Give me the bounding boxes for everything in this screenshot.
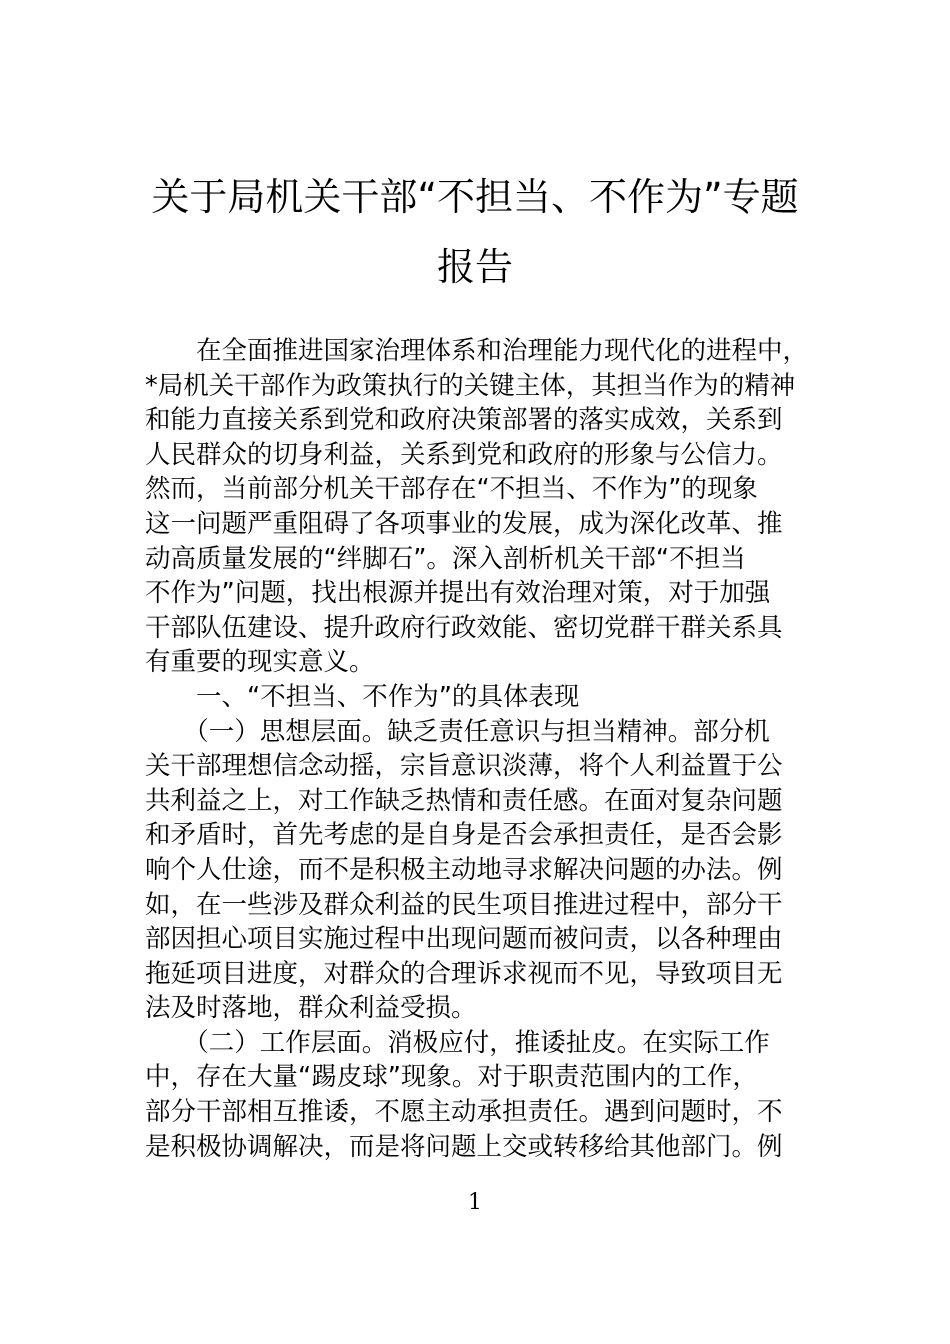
body-line: 响个人仕途，而不是积极主动地寻求解决问题的办法。例 bbox=[145, 854, 783, 885]
body-line: 法及时落地，群众利益受损。 bbox=[145, 993, 477, 1024]
body-line: 干部队伍建设、提升政府行政效能、密切党群干群关系具 bbox=[145, 612, 783, 643]
body-line: 拖延项目进度，对群众的合理诉求视而不见，导致项目无 bbox=[145, 958, 783, 989]
body-line: 然而，当前部分机关干部存在“不担当、不作为”的现象 bbox=[145, 474, 758, 505]
body-line: *局机关干部作为政策执行的关键主体，其担当作为的精神 bbox=[145, 370, 796, 401]
document-title-line-2: 报告 bbox=[436, 245, 513, 289]
body-line: 不作为”问题，找出根源并提出有效治理对策，对于加强 bbox=[145, 578, 771, 609]
body-line: 如，在一些涉及群众利益的民生项目推进过程中，部分干 bbox=[145, 889, 783, 920]
body-line: （二）工作层面。消极应付，推诿扯皮。在实际工作 bbox=[145, 1027, 770, 1058]
body-line: 动高质量发展的“绊脚石”。深入剖析机关干部“不担当 bbox=[145, 543, 746, 574]
body-line: （一）思想层面。缺乏责任意识与担当精神。部分机 bbox=[145, 716, 770, 747]
body-line: 共利益之上，对工作缺乏热情和责任感。在面对复杂问题 bbox=[145, 785, 783, 816]
body-line: 人民群众的切身利益，关系到党和政府的形象与公信力。 bbox=[145, 439, 783, 470]
document-body bbox=[145, 334, 815, 1164]
page-number: 1 bbox=[468, 1190, 482, 1215]
body-line: 部分干部相互推诿，不愿主动承担责任。遇到问题时，不 bbox=[145, 1097, 783, 1128]
document-title-line-1: 关于局机关干部“不担当、不作为”专题 bbox=[151, 175, 799, 219]
body-line: 和矛盾时，首先考虑的是自身是否会承担责任，是否会影 bbox=[145, 820, 783, 851]
body-line: 在全面推进国家治理体系和治理能力现代化的进程中， bbox=[145, 336, 809, 366]
body-line: 部因担心项目实施过程中出现问题而被问责，以各种理由 bbox=[145, 924, 783, 955]
body-line: 这一问题严重阻碍了各项事业的发展，成为深化改革、推 bbox=[145, 508, 783, 539]
body-line: 中，存在大量“踢皮球”现象。对于职责范围内的工作， bbox=[145, 1062, 758, 1093]
body-line: 有重要的现实意义。 bbox=[145, 647, 375, 678]
body-line: 是积极协调解决，而是将问题上交或转移给其他部门。例 bbox=[145, 1131, 783, 1162]
body-line: 关干部理想信念动摇，宗旨意识淡薄，将个人利益置于公 bbox=[145, 751, 783, 782]
section-heading: 一、“不担当、不作为”的具体表现 bbox=[145, 681, 580, 712]
body-line: 和能力直接关系到党和政府决策部署的落实成效，关系到 bbox=[145, 405, 783, 436]
